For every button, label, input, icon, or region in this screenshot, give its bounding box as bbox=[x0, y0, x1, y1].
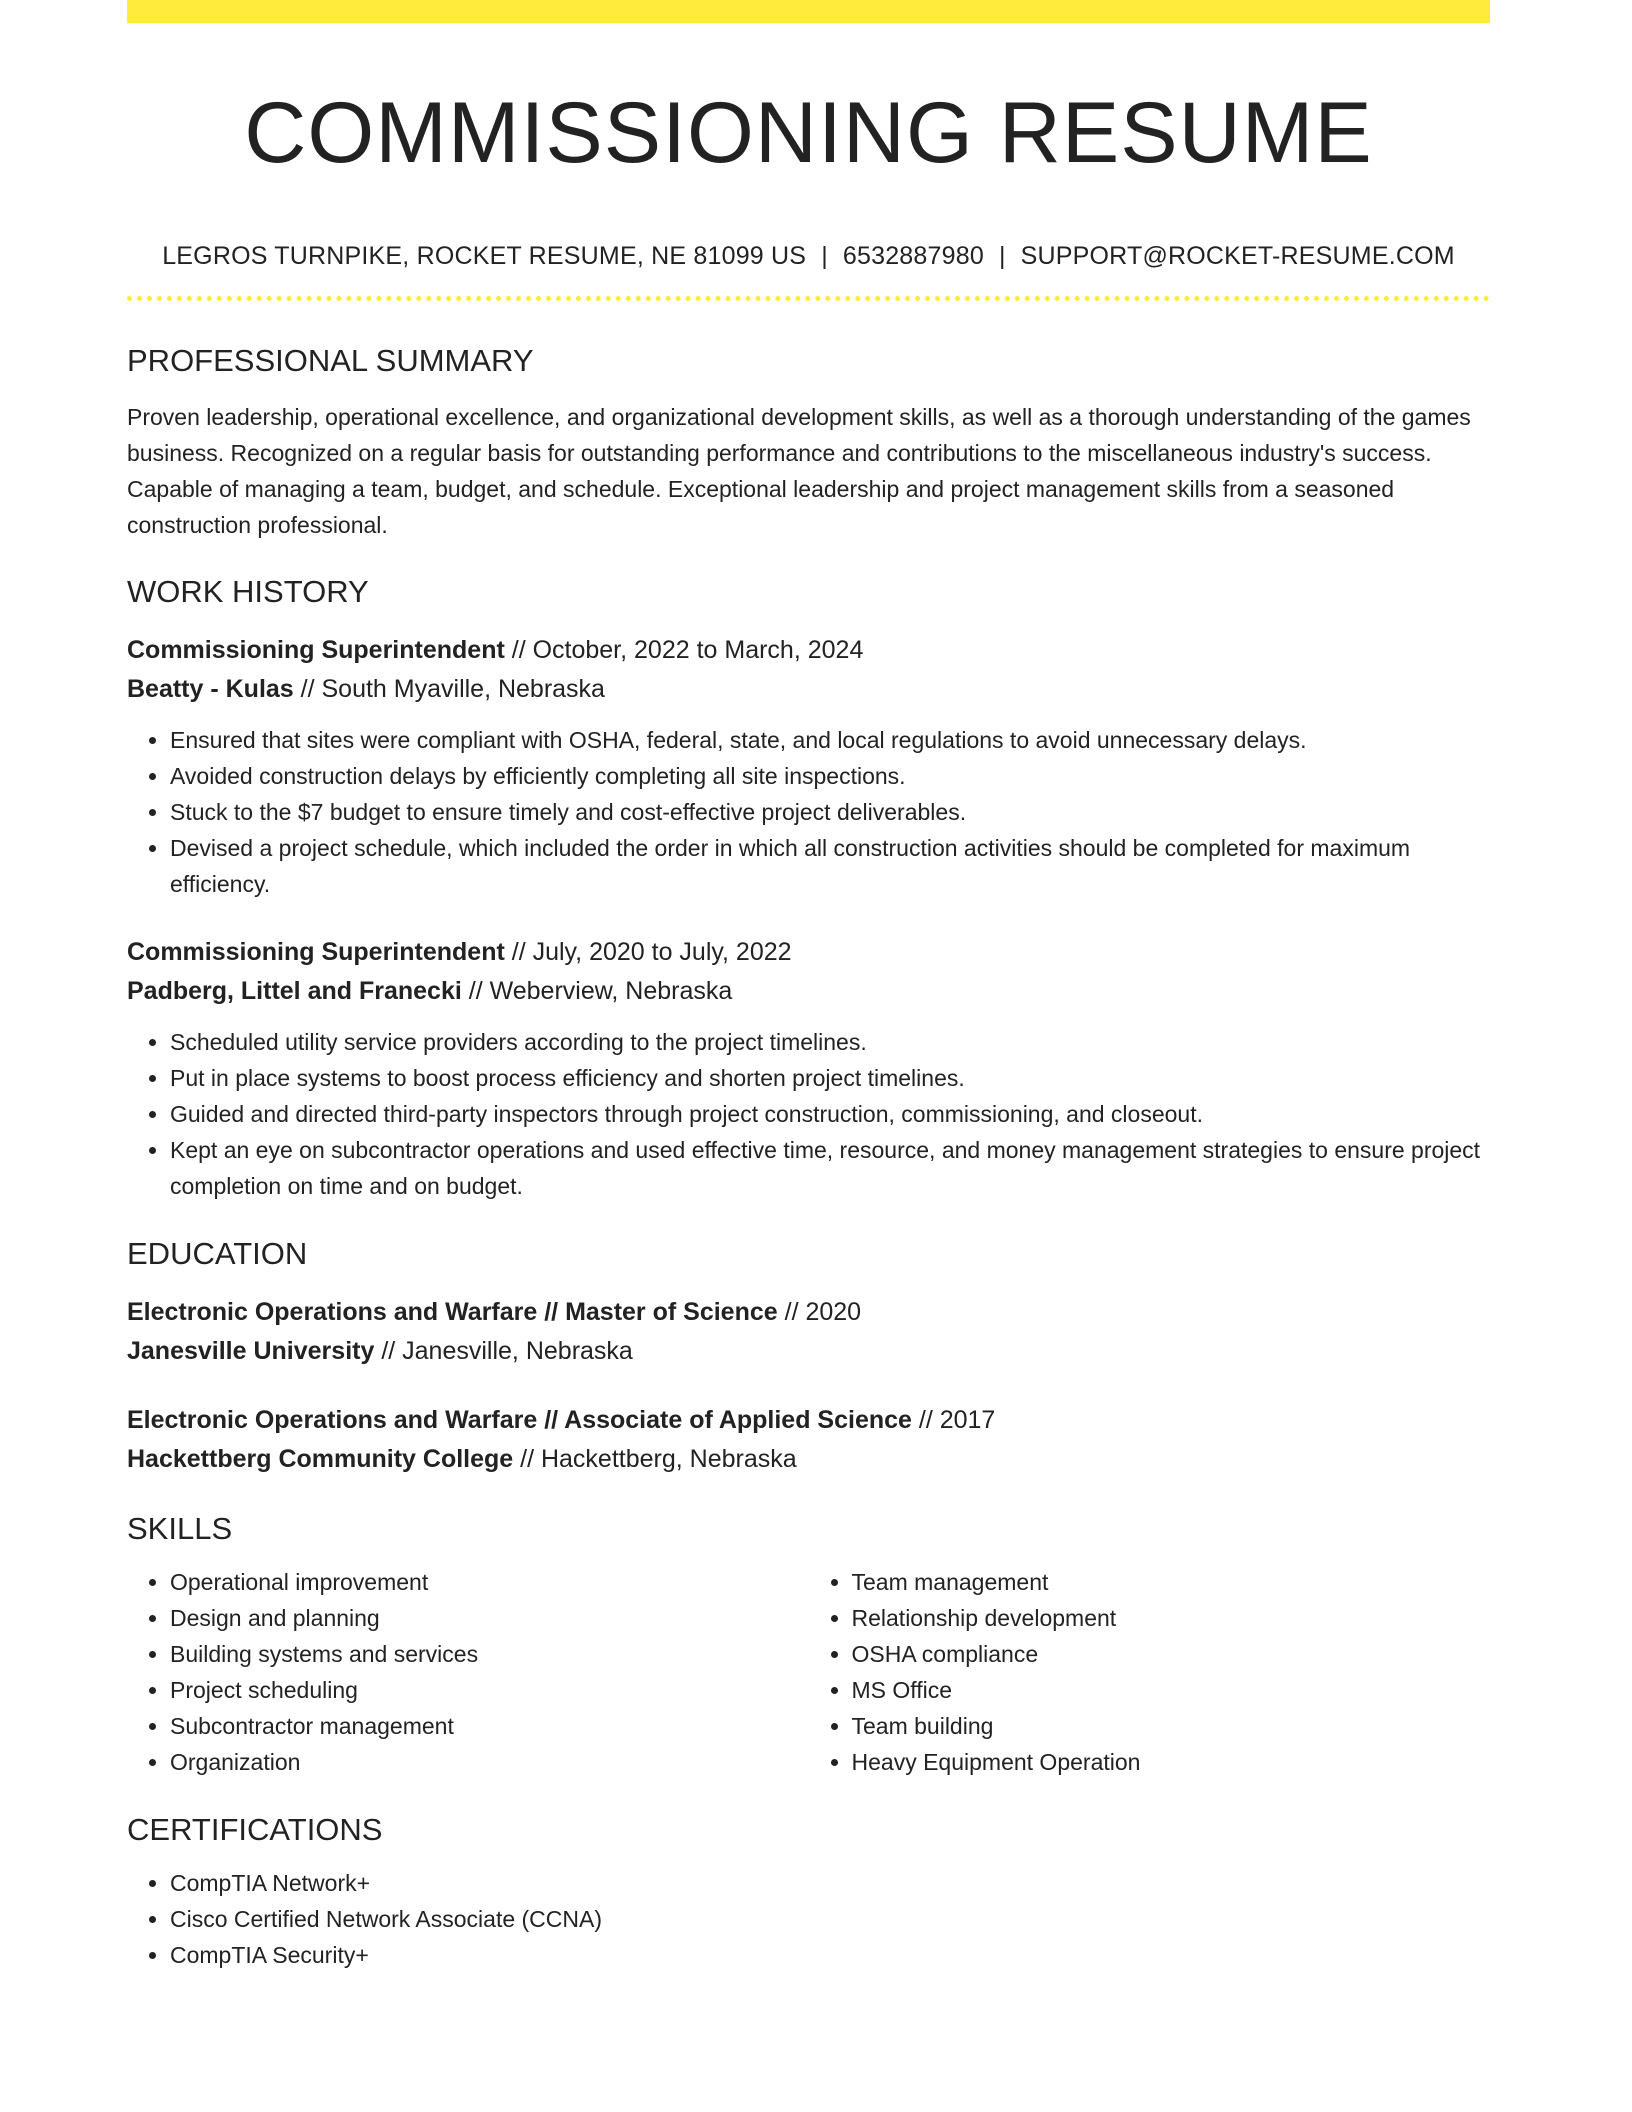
skill-item: • Relationship development bbox=[852, 1600, 1491, 1636]
job-location: // Weberview, Nebraska bbox=[461, 976, 733, 1005]
certifications-list bbox=[127, 1865, 1490, 1973]
job-entry bbox=[127, 631, 1490, 902]
contact-separator: | bbox=[821, 241, 828, 270]
contact-phone: 6532887980 bbox=[842, 241, 984, 270]
education-entry bbox=[127, 1401, 1490, 1479]
work-history-section bbox=[127, 573, 1490, 1204]
job-company: Beatty - Kulas bbox=[127, 674, 294, 703]
certifications-section bbox=[127, 1811, 1490, 1973]
job-bullet: • Ensured that sites were compliant with OSHA, federal, state, and local regulations to avoid unnecessary delays. bbox=[170, 722, 1490, 758]
section-heading-education: EDUCATION bbox=[127, 1235, 308, 1271]
summary-section bbox=[127, 342, 1490, 543]
contact-email: SUPPORT@ROCKET-RESUME.COM bbox=[1020, 241, 1455, 270]
top-accent-bar bbox=[127, 0, 1490, 23]
certification-item: • Cisco Certified Network Associate (CCNA) bbox=[170, 1901, 1490, 1937]
skill-item: • Building systems and services bbox=[170, 1636, 809, 1672]
skill-item: • Project scheduling bbox=[170, 1672, 809, 1708]
education-entry bbox=[127, 1293, 1490, 1371]
skill-item: • Organization bbox=[170, 1744, 809, 1780]
job-title-line bbox=[127, 933, 1490, 972]
job-company-line bbox=[127, 670, 1490, 709]
school-line bbox=[127, 1332, 1490, 1371]
degree: Electronic Operations and Warfare // Master of Science bbox=[127, 1297, 778, 1326]
resume-title: COMMISSIONING RESUME bbox=[244, 85, 1373, 181]
job-bullet: • Stuck to the $7 budget to ensure timely and cost-effective project deliverables. bbox=[170, 794, 1490, 830]
skills-section bbox=[127, 1510, 1490, 1780]
degree-line bbox=[127, 1401, 1490, 1440]
skill-item: • OSHA compliance bbox=[852, 1636, 1491, 1672]
job-company: Padberg, Littel and Franecki bbox=[127, 976, 462, 1005]
job-company-line bbox=[127, 972, 1490, 1011]
job-bullets bbox=[127, 722, 1490, 902]
degree-year: // 2017 bbox=[911, 1405, 996, 1434]
school-location: // Hackettberg, Nebraska bbox=[513, 1444, 797, 1473]
contact-address: LEGROS TURNPIKE, ROCKET RESUME, NE 81099 US bbox=[162, 241, 807, 270]
job-bullet: • Avoided construction delays by efficiently completing all site inspections. bbox=[170, 758, 1490, 794]
job-location: // South Myaville, Nebraska bbox=[293, 674, 605, 703]
skill-item: • Design and planning bbox=[170, 1600, 809, 1636]
skills-grid bbox=[127, 1564, 1490, 1780]
section-heading-skills: SKILLS bbox=[127, 1510, 233, 1546]
section-heading-work-history: WORK HISTORY bbox=[127, 573, 369, 609]
summary-text: Proven leadership, operational excellence, and organizational development skills, as well as a thorough understanding of the games business. Recognized on a regular basis for outstanding performance and contributions to the miscellaneous industry's success. Capable of managing a team, budget, and schedule. Exceptional leadership and project management skills from a seasoned construction professional. bbox=[127, 403, 1471, 538]
skills-list-right bbox=[809, 1564, 1491, 1780]
job-title-line bbox=[127, 631, 1490, 670]
section-heading-certifications: CERTIFICATIONS bbox=[127, 1811, 383, 1847]
job-title: Commissioning Superintendent bbox=[127, 635, 505, 664]
school: Hackettberg Community College bbox=[127, 1444, 514, 1473]
certification-item: • CompTIA Security+ bbox=[170, 1937, 1490, 1973]
job-dates: // October, 2022 to March, 2024 bbox=[504, 635, 864, 664]
skill-item: • Team building bbox=[852, 1708, 1491, 1744]
school-line bbox=[127, 1440, 1490, 1479]
skills-list-left bbox=[127, 1564, 809, 1780]
job-bullet: • Devised a project schedule, which included the order in which all construction activities should be completed for maximum efficiency. bbox=[170, 830, 1490, 902]
resume-page bbox=[127, 0, 1490, 1973]
degree-year: // 2020 bbox=[777, 1297, 862, 1326]
skill-item: • Team management bbox=[852, 1564, 1491, 1600]
skill-item: • Subcontractor management bbox=[170, 1708, 809, 1744]
job-title: Commissioning Superintendent bbox=[127, 937, 505, 966]
job-bullet: • Put in place systems to boost process efficiency and shorten project timelines. bbox=[170, 1060, 1490, 1096]
section-heading-summary: PROFESSIONAL SUMMARY bbox=[127, 342, 534, 378]
degree: Electronic Operations and Warfare // Associate of Applied Science bbox=[127, 1405, 912, 1434]
job-bullet: • Guided and directed third-party inspectors through project construction, commissioning, and closeout. bbox=[170, 1096, 1490, 1132]
skill-item: • Heavy Equipment Operation bbox=[852, 1744, 1491, 1780]
job-entry bbox=[127, 933, 1490, 1204]
school: Janesville University bbox=[127, 1336, 375, 1365]
job-bullets bbox=[127, 1024, 1490, 1204]
job-bullet: • Scheduled utility service providers according to the project timelines. bbox=[170, 1024, 1490, 1060]
job-dates: // July, 2020 to July, 2022 bbox=[504, 937, 792, 966]
skill-item: • Operational improvement bbox=[170, 1564, 809, 1600]
school-location: // Janesville, Nebraska bbox=[374, 1336, 633, 1365]
certification-item: • CompTIA Network+ bbox=[170, 1865, 1490, 1901]
degree-line bbox=[127, 1293, 1490, 1332]
contact-separator: | bbox=[998, 241, 1006, 270]
contact-line bbox=[127, 241, 1490, 271]
dotted-divider bbox=[127, 296, 1490, 301]
skill-item: • MS Office bbox=[852, 1672, 1491, 1708]
job-bullet: • Kept an eye on subcontractor operations and used effective time, resource, and money management strategies to ensure project completion on time and on budget. bbox=[170, 1132, 1490, 1204]
education-section bbox=[127, 1235, 1490, 1479]
